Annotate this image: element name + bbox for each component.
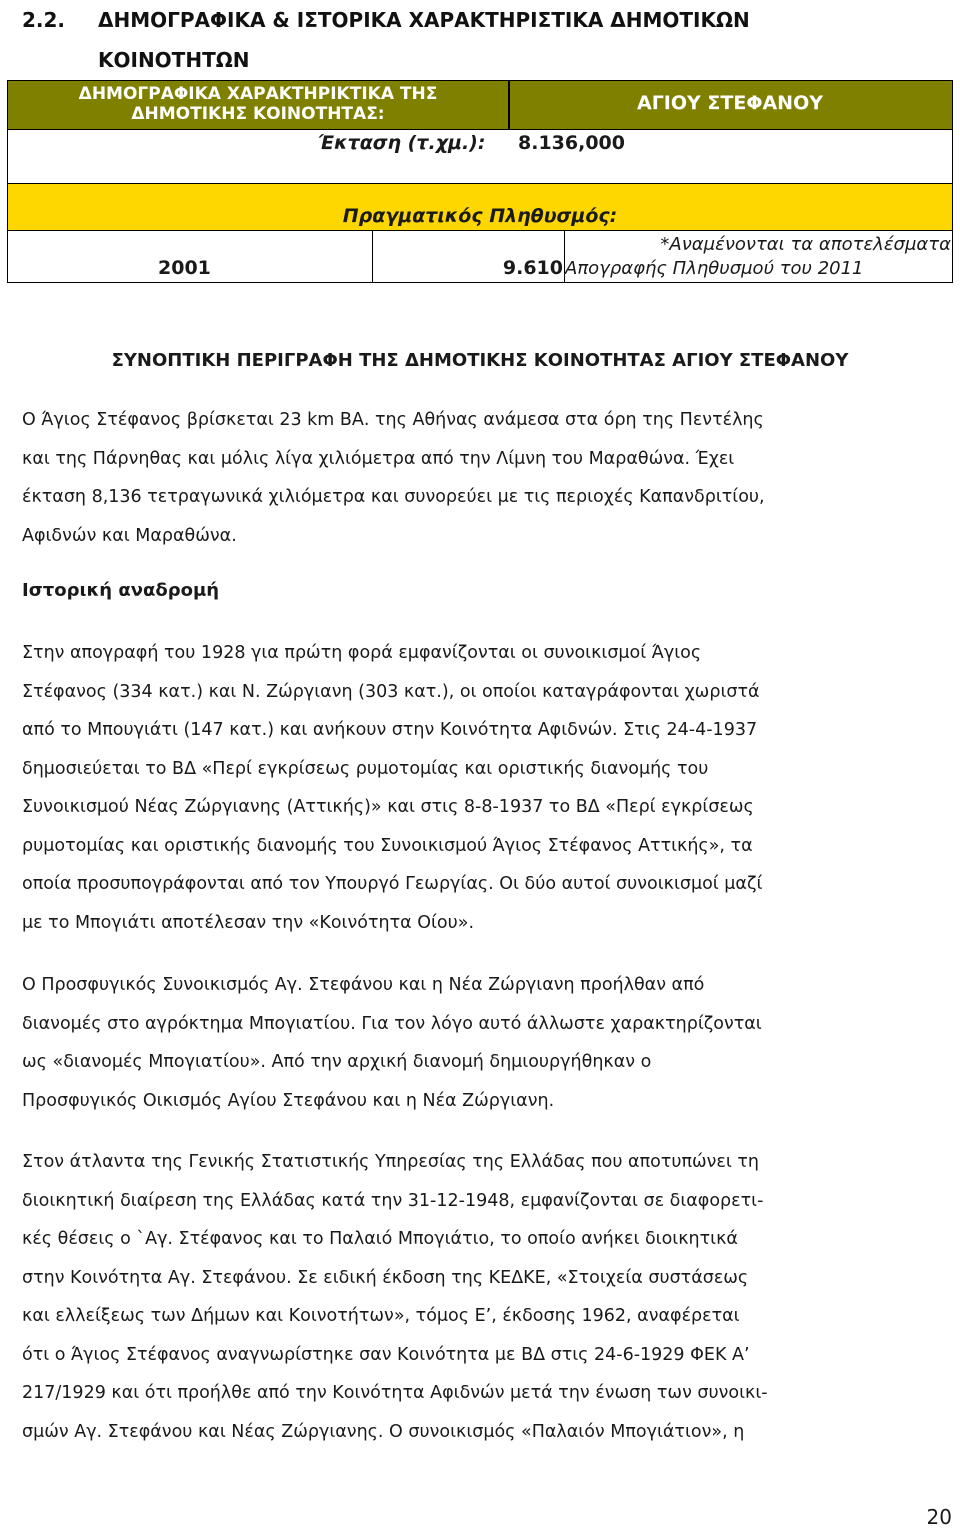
text-line: Ο Προσφυγικός Συνοικισμός Αγ. Στεφάνου και η Νέα Ζώργιανη προήλθαν από	[22, 975, 705, 995]
section-number: 2.2.	[22, 8, 66, 32]
section-title-line2: ΚΟΙΝΟΤΗΤΩΝ	[98, 48, 250, 72]
history-paragraph-1	[22, 634, 954, 942]
text-line: 217/1929 και ότι προήλθε από την Κοινότητα Αφιδνών μετά την ένωση των συνοικι-	[22, 1383, 768, 1403]
text-line: Στην απογραφή του 1928 για πρώτη φορά εμφανίζονται οι συνοικισμοί Άγιος	[22, 643, 702, 663]
page-number: 20	[926, 1505, 952, 1529]
history-paragraph-2	[22, 966, 954, 1120]
text-line: διοικητική διαίρεση της Ελλάδας κατά την 31-12-1948, εμφανίζονται σε διαφορετι-	[22, 1190, 764, 1211]
census-note: *Αναμένονται τα αποτελέσματα Απογραφής Πληθυσμού του 2011	[565, 234, 951, 279]
header-label: ΔΗΜΟΓΡΑΦΙΚΑ ΧΑΡΑΚΤΗΡΙΚΤΙΚΑ ΤΗΣ ΔΗΜΟΤΙΚΗΣ ΚΟΙΝΟΤΗΤΑΣ:	[78, 84, 438, 124]
text-line: διανομές στο αγρόκτημα Μπογιατίου. Για τον λόγο αυτό άλλωστε χαρακτηρίζονται	[22, 1013, 762, 1034]
section-title-line1: ΔΗΜΟΓΡΑΦΙΚΑ & ΙΣΤΟΡΙΚΑ ΧΑΡΑΚΤΗΡΙΣΤΙΚΑ ΔΗΜΟΤΙΚΩΝ	[98, 8, 750, 32]
history-paragraph-3	[22, 1143, 954, 1451]
text-line: Ο Άγιος Στέφανος βρίσκεται 23 km ΒΑ. της Αθήνας ανάμεσα στα όρη της Πεντέλης	[22, 410, 764, 430]
intro-paragraph	[22, 401, 954, 555]
section-heading	[22, 0, 750, 80]
text-line: και της Πάρνηθας και μόλις λίγα χιλιόμετρα από την Λίμνη του Μαραθώνα. Έχει	[22, 448, 735, 469]
text-line: έκταση 8,136 τετραγωνικά χιλιόμετρα και συνορεύει με τις περιοχές Καπανδριτίου,	[22, 487, 765, 507]
text-line: δημοσιεύεται το ΒΔ «Περί εγκρίσεως ρυμοτομίας και οριστικής διανομής του	[22, 758, 709, 779]
text-line: Στον άτλαντα της Γενικής Στατιστικής Υπηρεσίας της Ελλάδας που αποτυπώνει τη	[22, 1152, 760, 1172]
text-line: με το Μπογιάτι αποτέλεσαν την «Κοινότητα Οίου».	[22, 912, 475, 933]
summary-title: ΣΥΝΟΠΤΙΚΗ ΠΕΡΙΓΡΑΦΗ ΤΗΣ ΔΗΜΟΤΙΚΗΣ ΚΟΙΝΟΤΗΤΑΣ ΑΓΙΟΥ ΣΤΕΦΑΝΟΥ	[111, 350, 849, 371]
area-label: Έκταση (τ.χμ.):	[318, 132, 486, 154]
text-line: οποία προσυπογράφονται από τον Υπουργό Γεωργίας. Οι δύο αυτοί συνοικισμοί μαζί	[22, 874, 763, 894]
text-line: κές θέσεις ο `Αγ. Στέφανος και το Παλαιό Μπογιάτιο, το οποίο ανήκει διοικητικά	[22, 1229, 738, 1249]
text-line: από το Μπουγιάτι (147 κατ.) και ανήκουν στην Κοινότητα Αφιδνών. Στις 24-4-1937	[22, 720, 758, 740]
text-line: ότι ο Άγιος Στέφανος αναγνωρίστηκε σαν Κοινότητα με ΒΔ στις 24-6-1929 ΦΕΚ Α’	[22, 1344, 750, 1365]
text-line: ως «διανομές Μπογιατίου». Από την αρχική διανομή δημιουργήθηκαν ο	[22, 1052, 652, 1072]
census-year: 2001	[158, 257, 211, 279]
text-line: ρυμοτομίας και οριστικής διανομής του Συνοικισμού Άγιος Στέφανος Αττικής», τα	[22, 835, 753, 856]
text-line: Συνοικισμού Νέας Ζώργιανης (Αττικής)» και στις 8-8-1937 το ΒΔ «Περί εγκρίσεως	[22, 797, 754, 817]
population-value: 9.610	[502, 257, 563, 279]
demographics-table	[7, 80, 953, 283]
text-line: Στέφανος (334 κατ.) και Ν. Ζώργιανη (303 κατ.), οι οποίοι καταγράφονται χωριστά	[22, 681, 760, 702]
text-line: Προσφυγικός Οικισμός Αγίου Στεφάνου και η Νέα Ζώργιανη.	[22, 1090, 555, 1111]
population-label: Πραγματικός Πληθυσμός:	[342, 205, 618, 227]
text-line: και ελλείξεως των Δήμων και Κοινοτήτων», τόμος Ε’, έκδοσης 1962, αναφέρεται	[22, 1306, 740, 1326]
text-line: στην Κοινότητα Αγ. Στεφάνου. Σε ειδική έκδοση της ΚΕΔΚΕ, «Στοιχεία συστάσεως	[22, 1267, 749, 1288]
text-line: Αφιδνών και Μαραθώνα.	[22, 525, 237, 546]
text-line: σμών Αγ. Στεφάνου και Νέας Ζώργιανης. Ο συνοικισμός «Παλαιόν Μπογιάτιον», η	[22, 1421, 745, 1442]
area-value: 8.136,000	[518, 132, 625, 154]
history-title: Ιστορική αναδρομή	[22, 580, 220, 601]
community-name: ΑΓΙΟΥ ΣΤΕΦΑΝΟΥ	[637, 92, 823, 114]
